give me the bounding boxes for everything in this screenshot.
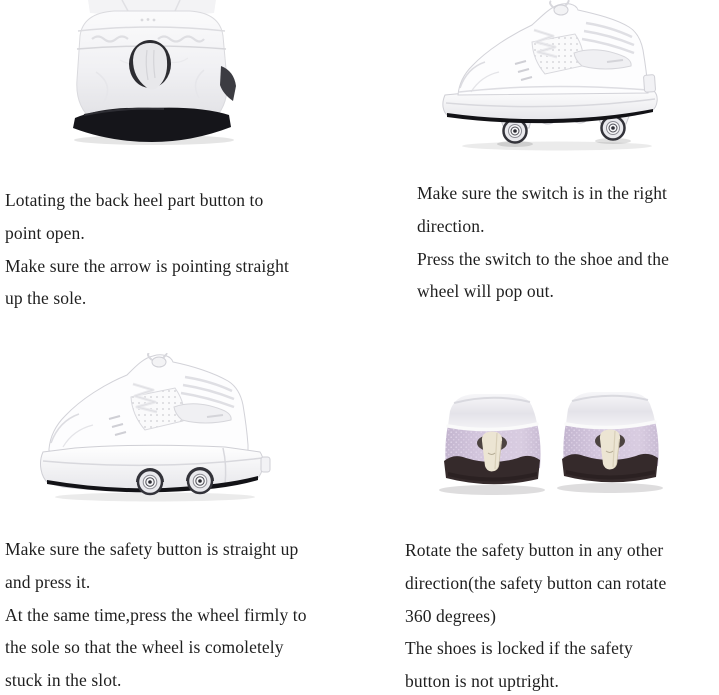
heel-tab xyxy=(261,457,270,472)
front-wheel xyxy=(138,470,162,494)
product-photo-heel-pair xyxy=(437,385,669,503)
caption-line: button is not uptright. xyxy=(405,671,559,692)
caption-step2 xyxy=(417,177,669,308)
caption-line: point open. xyxy=(5,222,85,243)
heel-tab xyxy=(643,75,655,93)
caption-line: Lotating the back heel part button to xyxy=(5,190,264,210)
caption-line: 360 degrees) xyxy=(405,605,497,626)
rear-wheel xyxy=(188,469,212,493)
caption-line: Make sure the switch is in the right xyxy=(417,183,668,203)
left-heel xyxy=(439,394,545,495)
product-photo-wheels-deployed xyxy=(437,0,665,152)
right-heel xyxy=(557,392,663,493)
caption-step3 xyxy=(5,533,307,695)
caption-line: stuck in the slot. xyxy=(5,670,122,691)
caption-line: Rotate the safety button in any other xyxy=(405,540,664,560)
caption-line: wheel will pop out. xyxy=(417,281,555,302)
caption-line: The shoes is locked if the safety xyxy=(405,638,633,659)
product-photo-wheels-retracted xyxy=(35,353,271,503)
caption-line: direction. xyxy=(417,215,485,236)
caption-step4 xyxy=(405,534,666,695)
rear-wheel xyxy=(602,117,625,140)
caption-line: up the sole. xyxy=(5,288,87,309)
caption-step1 xyxy=(5,184,289,315)
caption-line: Press the switch to the shoe and the xyxy=(417,248,669,269)
shoe-upper xyxy=(49,353,248,451)
caption-line: direction(the safety button can rotate xyxy=(405,572,667,593)
product-photo-heel-button xyxy=(64,0,240,146)
caption-line: and press it. xyxy=(5,571,91,592)
caption-line: Make sure the arrow is pointing straight xyxy=(5,255,289,276)
caption-line: At the same time,press the wheel firmly to xyxy=(5,604,307,625)
caption-line: Make sure the safety button is straight up xyxy=(5,539,299,559)
caption-line: the sole so that the wheel is comoletely xyxy=(5,637,284,658)
shoe-upper xyxy=(458,0,656,95)
